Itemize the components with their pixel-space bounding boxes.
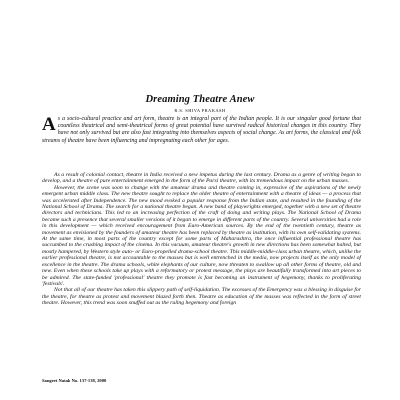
intro-paragraph bbox=[42, 116, 361, 145]
intro-text: s a socio-cultural practice and art form, theatre is an integral part of the Indian people. It is our singular good fortune that countless theatrical and semi-theatrical forms of great potential have survived radical historical changes in this country. They have not only survived but are also fast integrating into themselves aspects of social change. As art forms, the classical and folk streams of theatre have been influencing and impregnating each other for ages. bbox=[42, 116, 361, 144]
journal-citation: Sangeet Natak No. 137-138, 2000 bbox=[42, 378, 107, 383]
body-paragraph: As a result of colonial contact, theatre in India received a new impetus during the last century. Drama as a genre of writing began to develop, and a theatre of pure entertainment emerged in the form of the Parsi theatre, with its tremendous impact on the urban masses. bbox=[42, 172, 361, 185]
article-title: Dreaming Theatre Anew bbox=[145, 94, 255, 105]
article-body bbox=[42, 172, 361, 307]
article-author: R.S. SHIVA PRAKASH bbox=[174, 108, 226, 113]
body-paragraph: Not that all of our theatre has taken this slippery path of self-liquidation. The excesses of the Emergency was a blessing in disguise for the theatre, for theatre as protest and movement blazed forth then. Theatre as education of the masses was reflected in the form of street theatre. However, this trend was soon snuffed out as the ruling hegemony and foreign bbox=[42, 287, 361, 307]
drop-cap: A bbox=[42, 114, 56, 135]
body-paragraph: However, the scene was soon to change with the amateur drama and theatre coming in, expressive of the aspirations of the newly emergent urban middle class. The new theatre sought to replace the older theatre of entertainment with a theatre of ideas — a process that was accelerated after Independence. The new mood evoked a popular response from the Indian state, and resulted in the founding of the National School of Drama. The search for a national theatre began. A new band of playwrights emerged, together with a new set of theatre directors and technicians. This led to an increasing perfection of the craft of doing and writing plays. The National School of Drama became such a presence that several smaller versions of it began to emerge in different parts of the country. Several universities had a role in this development — which received encouragement from Euro-American sources. By the end of the twentieth century, theatre as movement as envisioned by the founders of amateur theatre has been replaced by theatre as institution, with its own self-validating systems. At the same time, in most parts of the country except for some parts of Maharashtra, the once influential professional theatre has succumbed to the crushing impact of the cinema. In this vacuum, amateur theatre's growth in new directions has been somewhat halted, but mostly hampered, by Western style auto- or Euro-propelled drama-school theatre. This middle-middle-class urban theatre, which, unlike the earlier professional theatre, is not accountable to the masses but is well entrenched in the media, now projects itself as the only model of excellence in the theatre. The drama schools, white elephants of our culture, now threaten to swallow up all other forms of theatre, old and new. Even when these schools take up plays with a reformatory or protest message, the plays are beautifully transformed into art pieces to be admired. The state-funded 'professional' theatre they promote is fast becoming an instrument of hegemony, thanks to proliferating 'festivals'. bbox=[42, 184, 361, 287]
